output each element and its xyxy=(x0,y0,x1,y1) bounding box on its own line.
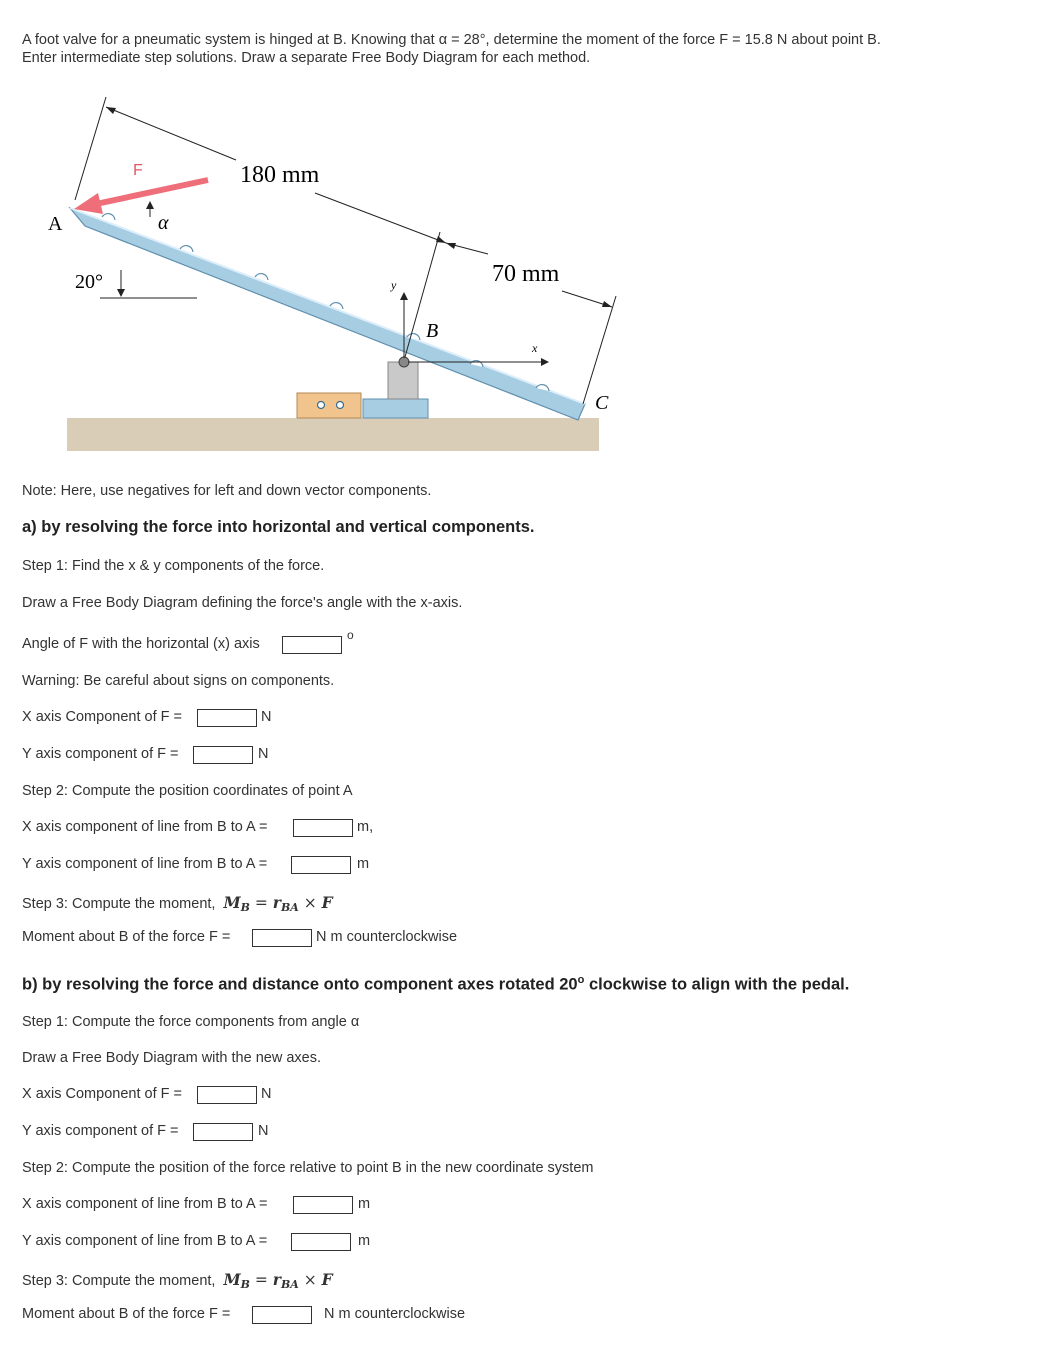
a-fx-input[interactable] xyxy=(197,709,257,727)
b-fx-label: X axis Component of F = xyxy=(22,1086,182,1102)
angle-label: Angle of F with the horizontal (x) axis xyxy=(22,636,260,652)
part-b-step1: Step 1: Compute the force components from angle α xyxy=(22,1014,360,1030)
a-moment-unit: N m counterclockwise xyxy=(316,929,458,945)
b-ry-input[interactable] xyxy=(291,1233,351,1251)
valve-block xyxy=(297,393,361,418)
problem-line-1: A foot valve for a pneumatic system is hinged at B. Knowing that α = 28°, determine the moment of the force F = 15.8 N about point B. xyxy=(22,32,881,48)
a-rx-input[interactable] xyxy=(293,819,353,837)
b-fy-input[interactable] xyxy=(193,1123,253,1141)
foot-valve-figure xyxy=(0,80,700,460)
a-fy-label: Y axis component of F = xyxy=(22,746,179,762)
part-a-step3-text: Step 3: Compute the moment, xyxy=(22,896,216,912)
force-arrow-F xyxy=(96,180,208,204)
label-180mm: 180 mm xyxy=(240,162,320,188)
a-moment-input[interactable] xyxy=(252,929,312,947)
moment-equation-b: $M_B = r_{BA} \times F$ xyxy=(223,1270,333,1291)
label-F: F xyxy=(133,162,143,179)
b-moment-label: Moment about B of the force F = xyxy=(22,1306,231,1322)
b-fy-unit: N xyxy=(258,1123,269,1139)
hinge-post xyxy=(388,362,418,399)
degree-unit: o xyxy=(347,628,354,642)
problem-line-2: Enter intermediate step solutions. Draw a separate Free Body Diagram for each method. xyxy=(22,50,591,66)
b-ry-unit: m xyxy=(358,1233,371,1249)
note-text: Note: Here, use negatives for left and down vector components. xyxy=(22,483,432,499)
part-b-heading: b) by resolving the force and distance onto component axes rotated 20$^o$ clockwise to align with the pedal. xyxy=(22,974,850,994)
part-b-step2: Step 2: Compute the position of the force relative to point B in the new coordinate system xyxy=(22,1160,594,1176)
a-ry-unit: m xyxy=(357,856,370,872)
b-fx-input[interactable] xyxy=(197,1086,257,1104)
a-fy-unit: N xyxy=(258,746,269,762)
label-alpha: α xyxy=(158,212,169,234)
hinge-pin-B xyxy=(399,357,409,367)
moment-equation-a: $M_B = r_{BA} \times F$ xyxy=(223,893,333,914)
b-rx-input[interactable] xyxy=(293,1196,353,1214)
label-70mm: 70 mm xyxy=(492,261,560,287)
a-fx-label: X axis Component of F = xyxy=(22,709,182,725)
angle-input[interactable] xyxy=(282,636,342,654)
part-a-step3 xyxy=(22,893,333,914)
a-rx-unit: m, xyxy=(357,819,374,835)
b-rx-label: X axis component of line from B to A = xyxy=(22,1196,268,1212)
base-plate xyxy=(363,399,428,418)
a-fx-unit: N xyxy=(261,709,272,725)
label-20deg: 20° xyxy=(75,271,103,293)
label-C: C xyxy=(595,392,609,414)
a-fy-input[interactable] xyxy=(193,746,253,764)
part-a-step1: Step 1: Find the x & y components of the force. xyxy=(22,558,325,574)
a-rx-label: X axis component of line from B to A = xyxy=(22,819,268,835)
label-A: A xyxy=(48,213,63,235)
a-ry-input[interactable] xyxy=(291,856,351,874)
pedal xyxy=(70,208,585,420)
part-a-fbd-instruction: Draw a Free Body Diagram defining the force's angle with the x-axis. xyxy=(22,595,463,611)
b-ry-label: Y axis component of line from B to A = xyxy=(22,1233,268,1249)
ground xyxy=(67,418,599,451)
b-fx-unit: N xyxy=(261,1086,272,1102)
part-b-step3-text: Step 3: Compute the moment, xyxy=(22,1273,216,1289)
b-moment-input[interactable] xyxy=(252,1306,312,1324)
label-B: B xyxy=(426,320,439,342)
a-ry-label: Y axis component of line from B to A = xyxy=(22,856,268,872)
b-moment-unit: N m counterclockwise xyxy=(324,1306,466,1322)
axis-y-label: y xyxy=(391,278,397,292)
a-moment-label: Moment about B of the force F = xyxy=(22,929,231,945)
part-b-step3 xyxy=(22,1270,333,1291)
b-fy-label: Y axis component of F = xyxy=(22,1123,179,1139)
b-rx-unit: m xyxy=(358,1196,371,1212)
part-a-heading: a) by resolving the force into horizontal and vertical components. xyxy=(22,518,535,536)
axis-x-label: x xyxy=(532,341,538,355)
part-b-fbd-instruction: Draw a Free Body Diagram with the new axes. xyxy=(22,1050,321,1066)
part-a-step2: Step 2: Compute the position coordinates of point A xyxy=(22,783,353,799)
warning-text: Warning: Be careful about signs on components. xyxy=(22,673,335,689)
